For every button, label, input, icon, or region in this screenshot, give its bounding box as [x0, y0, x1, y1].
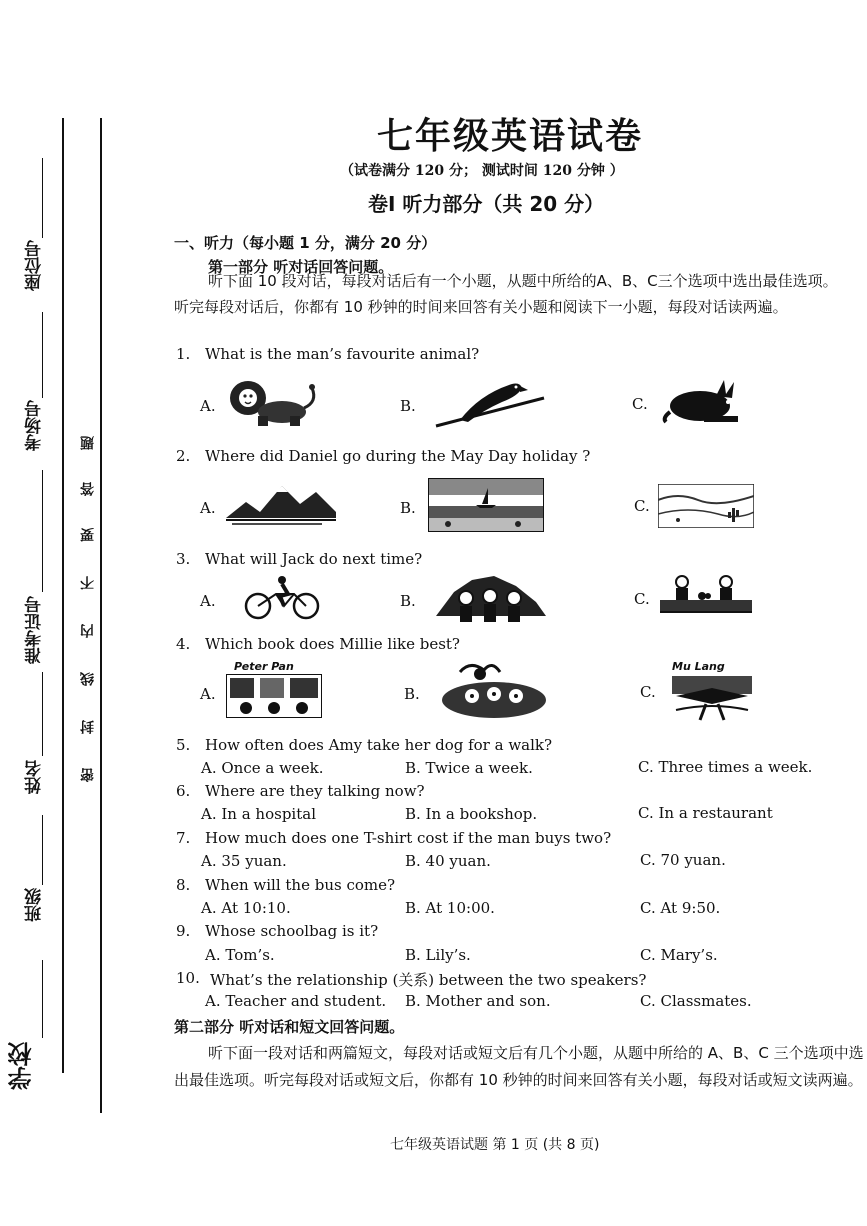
- question-number: 10.: [176, 969, 200, 987]
- ticket-number-label: 准考证号: [25, 596, 45, 664]
- question-text: How often does Amy take her dog for a walk?: [205, 736, 553, 754]
- kangaroo-icon: [660, 378, 748, 424]
- question-text: Where are they talking now?: [205, 782, 425, 800]
- question-text: What is the man’s favourite animal?: [205, 345, 480, 363]
- hiking-icon: [436, 572, 546, 628]
- option-letter: A.: [200, 592, 216, 610]
- question-text: Where did Daniel go during the May Day holiday ?: [205, 447, 591, 465]
- binding-line-inner: [100, 118, 102, 1113]
- seal-char: 要: [80, 528, 96, 542]
- option-letter: C.: [634, 497, 650, 515]
- question-number: 4.: [176, 635, 191, 653]
- option-b: B. 40 yuan.: [405, 852, 491, 870]
- class-field: [42, 815, 43, 885]
- seal-char: 内: [80, 624, 96, 638]
- part2-instructions: 听下面一段对话和两篇短文，每段对话或短文后有几个小题，从题中所给的 A、B、C 三个选项中选出最佳选项。听完每段对话或短文后，你都有 10 秒钟的时间来回答有关小题，每段对话或短文读两遍。: [174, 1044, 864, 1089]
- name-field: [42, 672, 43, 756]
- option-a: A. 35 yuan.: [201, 852, 287, 870]
- seat-label: 座位号: [25, 240, 45, 291]
- question-number: 3.: [176, 550, 191, 568]
- option-letter: C.: [632, 395, 648, 413]
- part-title: 卷I 听力部分（共 20 分）: [368, 192, 605, 216]
- option-b: B. Twice a week.: [405, 759, 533, 777]
- exam-room-label: 考场号: [25, 400, 45, 451]
- option-letter: B.: [404, 685, 420, 703]
- desert-icon: [658, 484, 754, 528]
- part2-title: 第二部分 听对话和短文回答问题。: [174, 1018, 405, 1036]
- question-number: 8.: [176, 876, 191, 894]
- question-text: What will Jack do next time?: [205, 550, 423, 568]
- part1-title: 第一部分 听对话回答问题。: [208, 258, 394, 276]
- option-letter: C.: [640, 683, 656, 701]
- question-text: What’s the relationship (关系) between the two speakers?: [210, 971, 647, 989]
- option-b: B. At 10:00.: [405, 899, 495, 917]
- exam-info: （试卷满分 120 分； 测试时间 120 分钟 ）: [340, 163, 624, 179]
- question-number: 1.: [176, 345, 191, 363]
- section-heading: 一、听力（每小题 1 分，满分 20 分）: [174, 234, 437, 252]
- book-peter-pan-icon: [226, 662, 322, 718]
- binding-line-outer: [62, 118, 64, 1073]
- option-letter: C.: [634, 590, 650, 608]
- page-title: 七年级英语试卷: [376, 116, 643, 157]
- mountains-icon: [226, 478, 336, 526]
- option-a: A. Tom’s.: [205, 946, 275, 964]
- seal-char: 封: [80, 720, 96, 734]
- option-letter: A.: [200, 499, 216, 517]
- option-letter: B.: [400, 397, 416, 415]
- option-a: A. Once a week.: [201, 759, 324, 777]
- book-mulan-icon: [666, 662, 758, 722]
- name-label: 姓名: [25, 760, 45, 794]
- option-c: C. Mary’s.: [640, 946, 718, 964]
- picnic-icon: [656, 574, 756, 618]
- option-c: C. At 9:50.: [640, 899, 721, 917]
- question-number: 6.: [176, 782, 191, 800]
- seal-char: 答: [80, 482, 96, 496]
- book-title-label: Peter Pan: [234, 660, 294, 673]
- book-cartoon-icon: [440, 660, 548, 720]
- lion-icon: [226, 378, 322, 428]
- option-b: B. Mother and son.: [405, 992, 551, 1010]
- option-c: C. 70 yuan.: [640, 851, 726, 869]
- option-b: B. In a bookshop.: [405, 805, 538, 823]
- book-title-label: Mu Lang: [672, 660, 725, 673]
- option-letter: B.: [400, 499, 416, 517]
- class-label: 班级: [25, 888, 45, 922]
- ticket-number-field: [42, 470, 43, 592]
- option-c: C. Classmates.: [640, 992, 752, 1010]
- question-text: Whose schoolbag is it?: [205, 922, 379, 940]
- school-field: [42, 960, 43, 1038]
- option-letter: A.: [200, 685, 216, 703]
- page-footer: 七年级英语试题 第 1 页 (共 8 页): [390, 1137, 600, 1153]
- parrot-icon: [430, 376, 546, 430]
- option-c: C. In a restaurant: [638, 804, 773, 822]
- option-a: A. In a hospital: [201, 805, 316, 823]
- question-number: 2.: [176, 447, 191, 465]
- beach-sailboat-icon: [428, 478, 544, 532]
- question-text: When will the bus come?: [205, 876, 396, 894]
- option-letter: A.: [200, 397, 216, 415]
- question-text: Which book does Millie like best?: [205, 635, 460, 653]
- part1-instructions: 听下面 10 段对话，每段对话后有一个小题，从题中所给的A、B、C三个选项中选出最佳选项。听完每段对话后，你都有 10 秒钟的时间来回答有关小题和阅读下一小题，每段对话读两遍。: [174, 272, 838, 316]
- seal-char: 不: [80, 576, 96, 590]
- exam-room-field: [42, 312, 43, 398]
- seal-char: 题: [80, 436, 96, 450]
- option-b: B. Lily’s.: [405, 946, 471, 964]
- cycling-icon: [242, 574, 324, 620]
- seat-field: [42, 158, 43, 238]
- option-a: A. At 10:10.: [201, 899, 291, 917]
- seal-char: 线: [80, 672, 96, 686]
- question-number: 9.: [176, 922, 191, 940]
- school-label: 学校: [8, 1042, 36, 1090]
- option-letter: B.: [400, 592, 416, 610]
- question-number: 5.: [176, 736, 191, 754]
- question-text: How much does one T-shirt cost if the man buys two?: [205, 829, 612, 847]
- seal-char: 密: [80, 768, 96, 782]
- question-number: 7.: [176, 829, 191, 847]
- option-a: A. Teacher and student.: [205, 992, 387, 1010]
- option-c: C. Three times a week.: [638, 758, 813, 776]
